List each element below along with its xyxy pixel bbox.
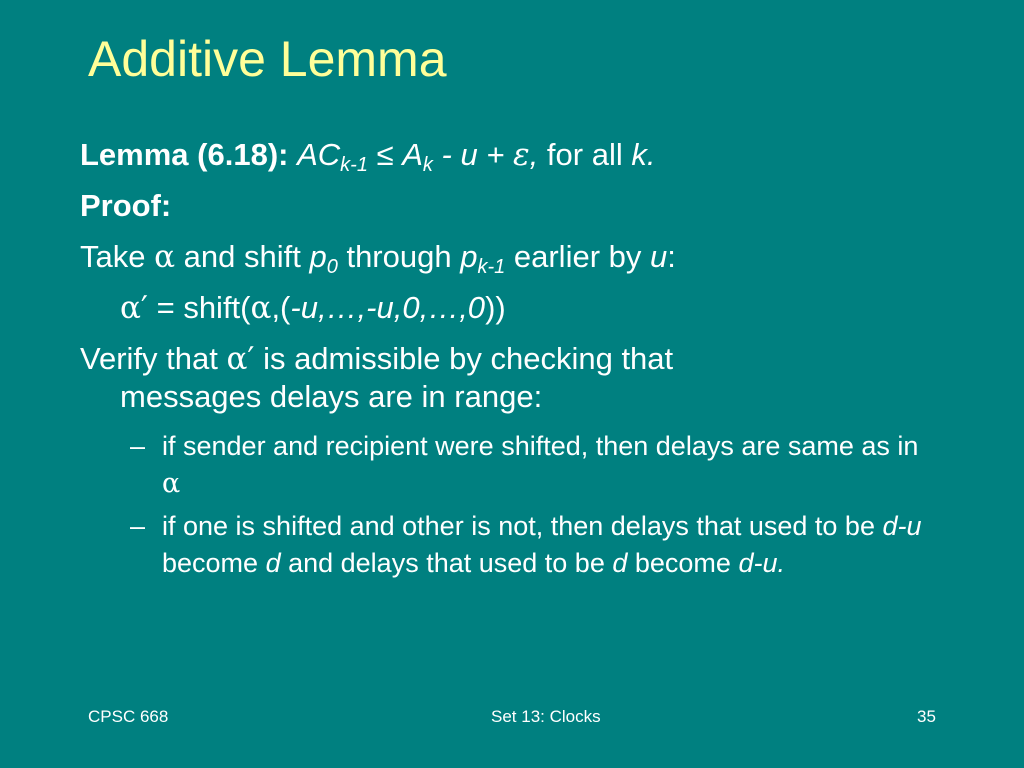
lemma-mid: - u + xyxy=(432,137,514,172)
bullet-2-du: d-u xyxy=(882,511,922,541)
shift-close: )) xyxy=(485,290,506,325)
take-line xyxy=(80,238,980,276)
bullet-2-text-e: become xyxy=(627,548,739,578)
shift-eq: = shift( xyxy=(147,290,251,325)
take-earlier-by: earlier by xyxy=(505,239,650,274)
bullet-2-d: d xyxy=(265,548,281,578)
take-through: through xyxy=(337,239,461,274)
bullet-2-text-c: and delays that used to be xyxy=(280,548,613,578)
footer-page-number: 35 xyxy=(917,707,936,726)
bullet-item-1 xyxy=(80,428,922,502)
bullet-2-text-a: if one is shifted and other is not, then delays that used to be xyxy=(162,511,883,541)
bullet-2-du2: d-u. xyxy=(738,548,785,578)
shift-open: ,( xyxy=(271,290,291,325)
footer-course: CPSC 668 xyxy=(88,707,169,726)
proof-line xyxy=(80,187,980,225)
lemma-for-all: for all xyxy=(538,137,632,172)
shift-vector: -u,…,-u,0,…,0 xyxy=(290,290,486,325)
shift-line xyxy=(80,289,980,327)
shift-alpha-prime: α′ xyxy=(120,290,148,326)
slide-title: Additive Lemma xyxy=(88,31,447,87)
take-colon: : xyxy=(667,239,676,274)
take-pk: p xyxy=(460,239,478,274)
verify-text: Verify that xyxy=(80,341,227,376)
lemma-a: A xyxy=(402,137,423,172)
bullet-1-text: if sender and recipient were shifted, then delays are same as in xyxy=(162,431,919,461)
verify-alpha-prime: α′ xyxy=(226,341,255,377)
lemma-leq: ≤ xyxy=(367,137,403,172)
lemma-comma: , xyxy=(529,137,539,172)
bullet-1-alpha: α xyxy=(162,468,181,499)
lemma-ac: AC xyxy=(297,137,341,172)
bullet-2-d2: d xyxy=(612,548,628,578)
bullet-dash: – xyxy=(130,511,146,541)
take-u: u xyxy=(650,239,668,274)
take-text: Take xyxy=(80,239,155,274)
take-alpha: α xyxy=(154,239,176,275)
take-and-shift: and shift xyxy=(175,239,310,274)
lemma-k: k. xyxy=(631,137,656,172)
lemma-ac-sub: k-1 xyxy=(340,154,368,176)
footer-set-title: Set 13: Clocks xyxy=(491,707,601,726)
take-pk-sub: k-1 xyxy=(477,256,506,278)
slide-body xyxy=(80,136,980,588)
verify-line xyxy=(80,340,980,416)
lemma-label: Lemma (6.18): xyxy=(80,137,289,172)
bullet-2-text-b: become xyxy=(162,548,266,578)
verify-rest: is admissible by checking that xyxy=(254,341,674,376)
take-p0: p xyxy=(309,239,327,274)
shift-alpha: α xyxy=(250,290,272,326)
lemma-epsilon: ε xyxy=(513,137,530,173)
lemma-line xyxy=(80,136,980,174)
verify-cont: messages delays are in range: xyxy=(120,379,543,414)
proof-label: Proof: xyxy=(80,188,172,223)
take-p0-sub: 0 xyxy=(326,256,338,278)
bullet-item-2 xyxy=(80,508,922,582)
bullet-dash: – xyxy=(130,431,146,461)
lemma-a-sub: k xyxy=(422,154,433,176)
